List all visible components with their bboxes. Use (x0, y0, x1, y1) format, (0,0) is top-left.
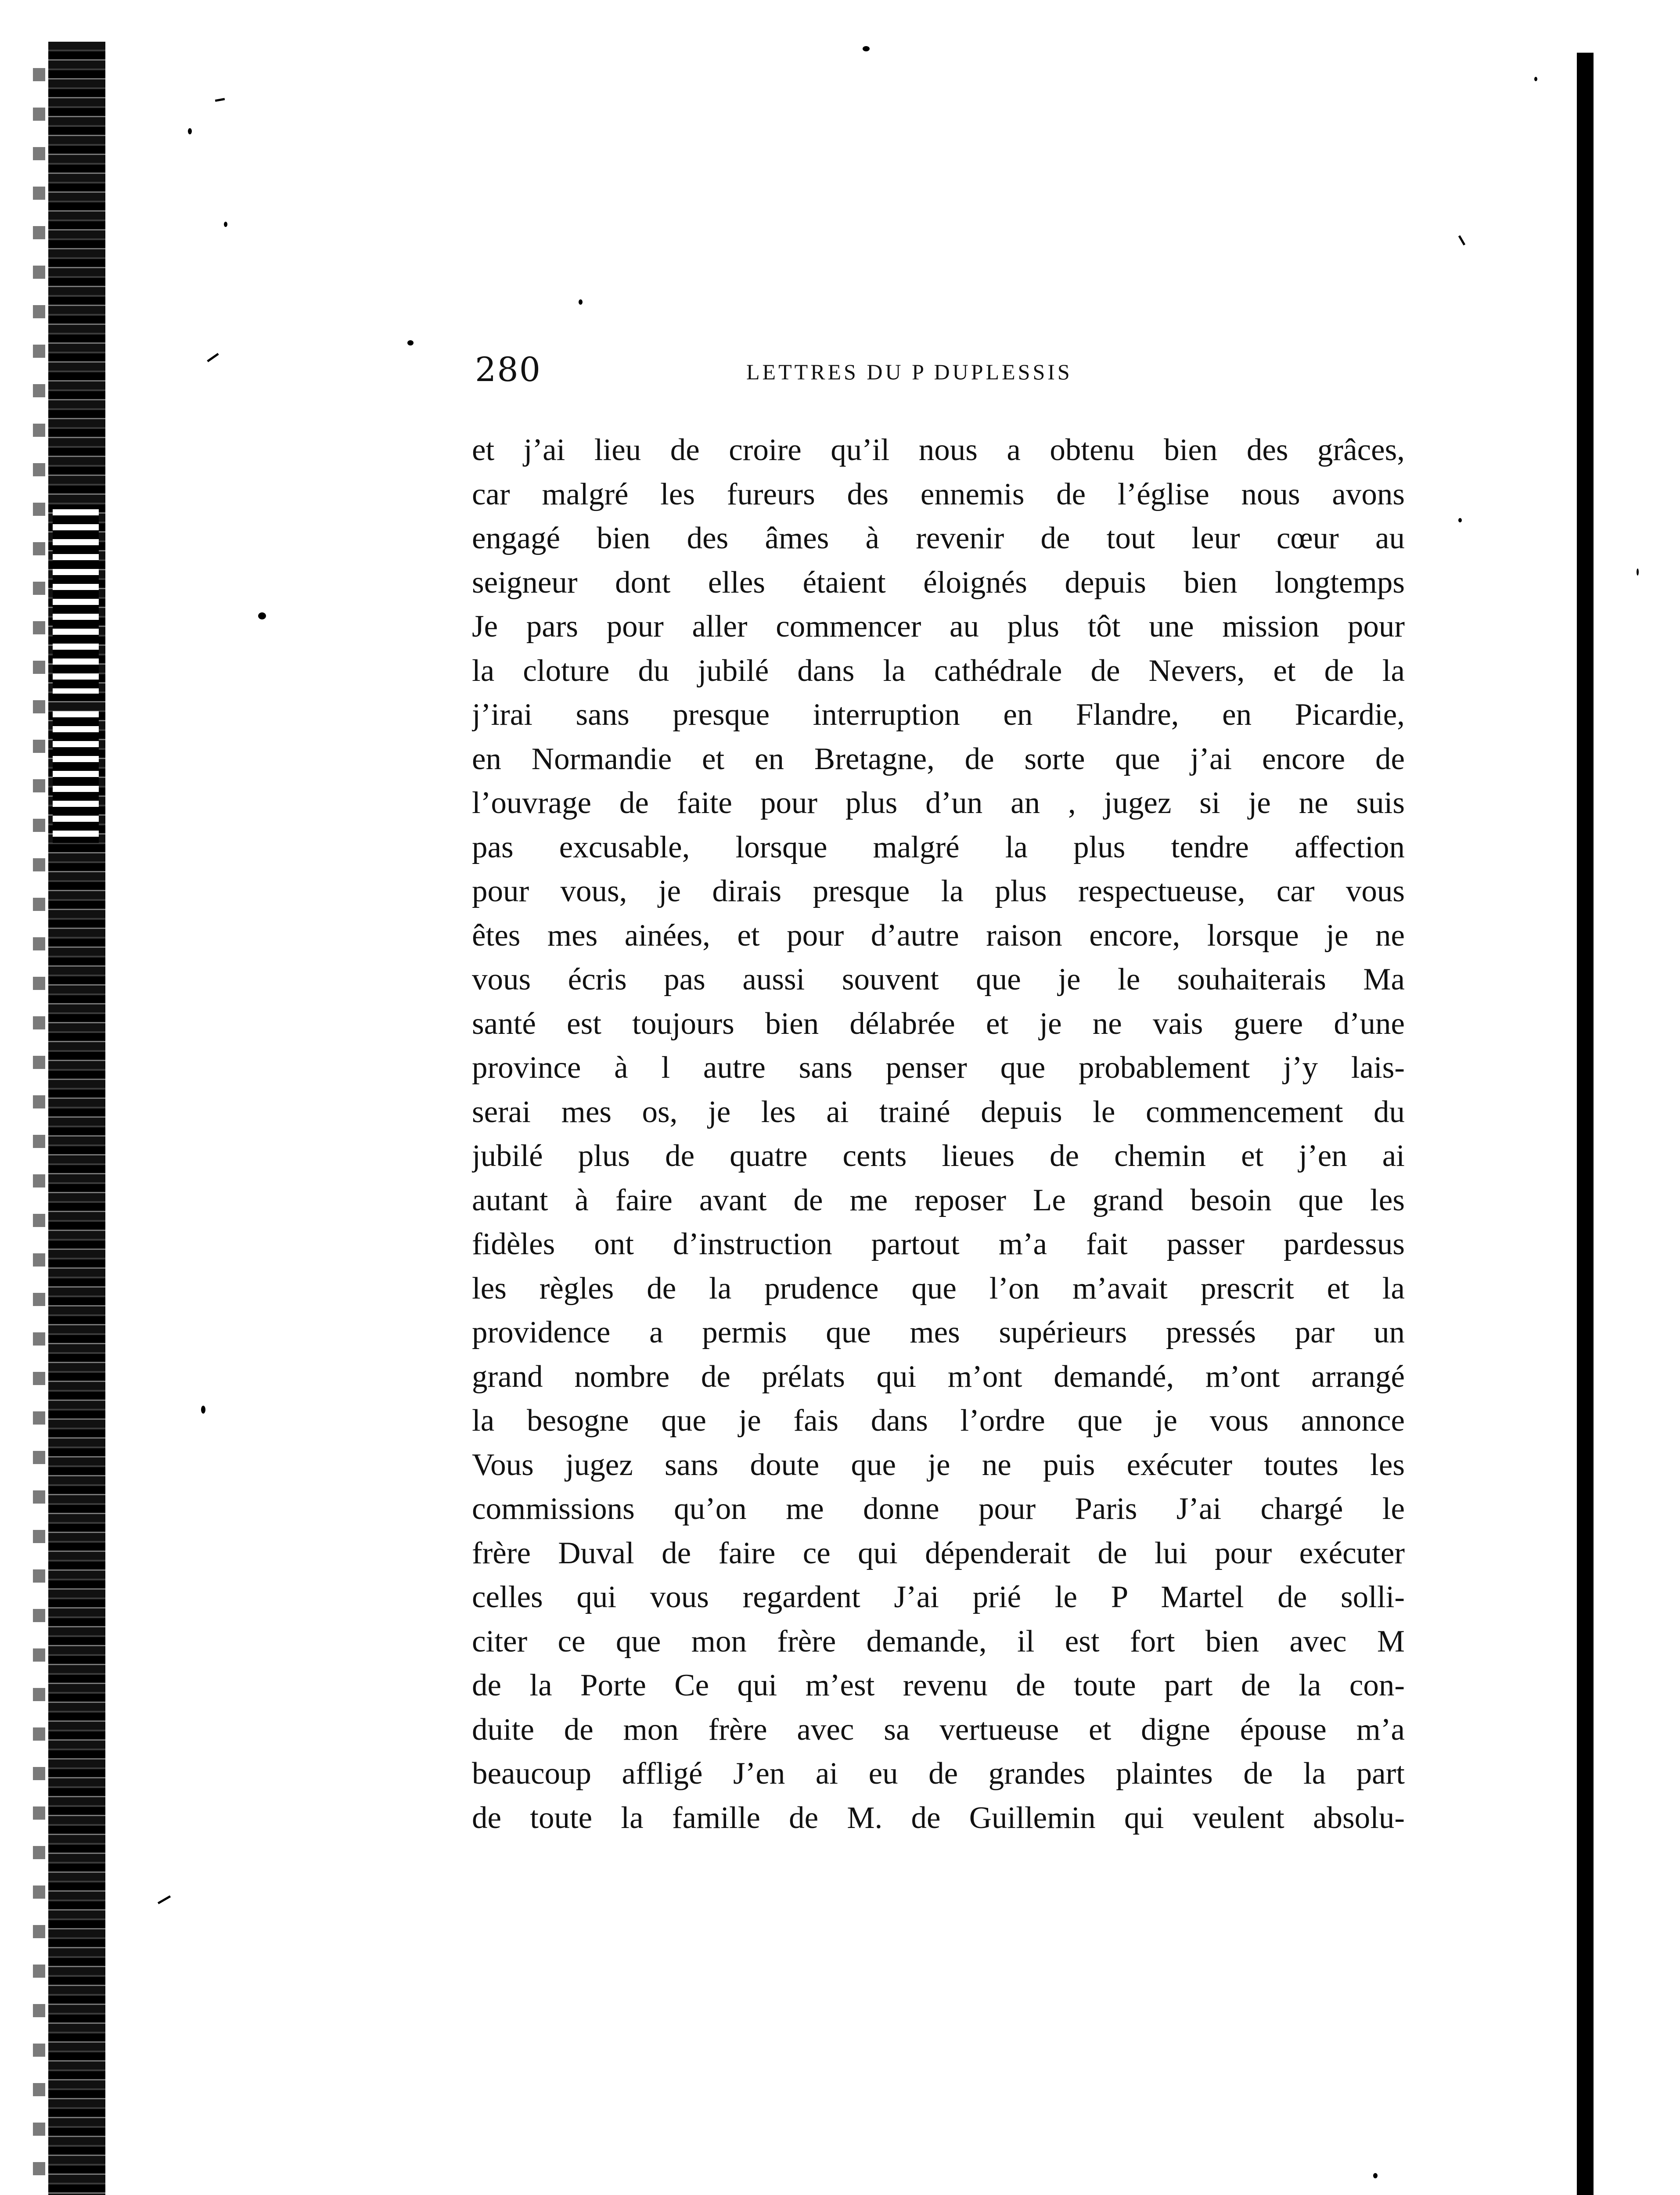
text-line: grand nombre de prélats qui m’ont demandé, m’ont arrangé (472, 1359, 1405, 1394)
binding-edge-band (53, 509, 99, 694)
binding-edge (48, 42, 105, 2195)
text-line: santé est toujours bien délabrée et je ne vais guere d’une (472, 1006, 1405, 1041)
scan-speck (158, 1895, 171, 1904)
text-line: province à l autre sans penser que probablement j’y lais- (472, 1051, 1405, 1085)
text-line: les règles de la prudence que l’on m’avait prescrit et la (472, 1271, 1405, 1306)
text-line: providence a permis que mes supérieurs pressés par un (472, 1315, 1405, 1349)
text-line: car malgré les fureurs des ennemis de l’église nous avons (472, 477, 1405, 511)
text-line: serai mes os, je les ai trainé depuis le commencement du (472, 1094, 1405, 1129)
text-line: pas excusable, lorsque malgré la plus tendre affection (472, 830, 1405, 864)
text-line: autant à faire avant de me reposer Le grand besoin que les (472, 1183, 1405, 1217)
page-number: 280 (475, 350, 542, 389)
text-line: êtes mes ainées, et pour d’autre raison encore, lorsque je ne (472, 918, 1405, 953)
body-text (472, 428, 1405, 1840)
text-line: frère Duval de faire ce qui dépenderait de lui pour exécuter (472, 1536, 1405, 1570)
text-line: de la Porte Ce qui m’est revenu de toute part de la con- (472, 1668, 1405, 1702)
text-line: beaucoup affligé J’en ai eu de grandes plaintes de la part (472, 1756, 1405, 1791)
scan-speck (1458, 235, 1465, 245)
text-line: Vous jugez sans doute que je ne puis exécuter toutes les (472, 1447, 1405, 1482)
text-line: la cloture du jubilé dans la cathédrale de Nevers, et de la (472, 653, 1405, 688)
scan-speck (863, 46, 870, 51)
scan-speck (407, 340, 414, 345)
text-line: jubilé plus de quatre cents lieues de chemin et j’en ai (472, 1139, 1405, 1173)
scan-speck (258, 612, 266, 619)
text-line: fidèles ont d’instruction partout m’a fait passer pardessus (472, 1227, 1405, 1261)
text-line: de toute la famille de M. de Guillemin qui veulent absolu- (472, 1800, 1405, 1835)
text-line: engagé bien des âmes à revenir de tout leur cœur au (472, 521, 1405, 555)
scan-speck (188, 128, 192, 134)
text-line: pour vous, je dirais presque la plus respectueuse, car vous (472, 874, 1405, 908)
scan-speck (215, 98, 225, 102)
scan-speck (224, 222, 227, 227)
text-line: en Normandie et en Bretagne, de sorte que j’ai encore de (472, 741, 1405, 776)
running-title: LETTRES DU P DUPLESSIS (746, 360, 1072, 384)
text-line: j’irai sans presque interruption en Flandre, en Picardie, (472, 698, 1405, 732)
scan-speck (1534, 77, 1537, 81)
text-line: vous écris pas aussi souvent que je le souhaiterais Ma (472, 962, 1405, 997)
text-line: Je pars pour aller commencer au plus tôt une mission pour (472, 609, 1405, 644)
text-line: duite de mon frère avec sa vertueuse et digne épouse m’a (472, 1712, 1405, 1747)
scan-speck (1637, 569, 1639, 576)
page-edge-bar (1577, 53, 1594, 2195)
text-line: celles qui vous regardent J’ai prié le P Martel de solli- (472, 1580, 1405, 1614)
binding-edge-shadow (33, 42, 45, 2195)
binding-edge-band (53, 711, 99, 843)
scan-speck (579, 299, 583, 305)
text-line: commissions qu’on me donne pour Paris J’ai chargé le (472, 1492, 1405, 1526)
text-line: et j’ai lieu de croire qu’il nous a obtenu bien des grâces, (472, 433, 1405, 467)
scan-speck (207, 353, 219, 362)
text-line: l’ouvrage de faite pour plus d’un an , jugez si je ne suis (472, 786, 1405, 820)
scan-speck (1458, 518, 1462, 522)
scan-speck (201, 1406, 205, 1414)
text-line: la besogne que je fais dans l’ordre que je vous annonce (472, 1403, 1405, 1438)
text-line: seigneur dont elles étaient éloignés depuis bien longtemps (472, 565, 1405, 600)
text-line: citer ce que mon frère demande, il est fort bien avec M (472, 1624, 1405, 1659)
scan-speck (1373, 2173, 1378, 2178)
